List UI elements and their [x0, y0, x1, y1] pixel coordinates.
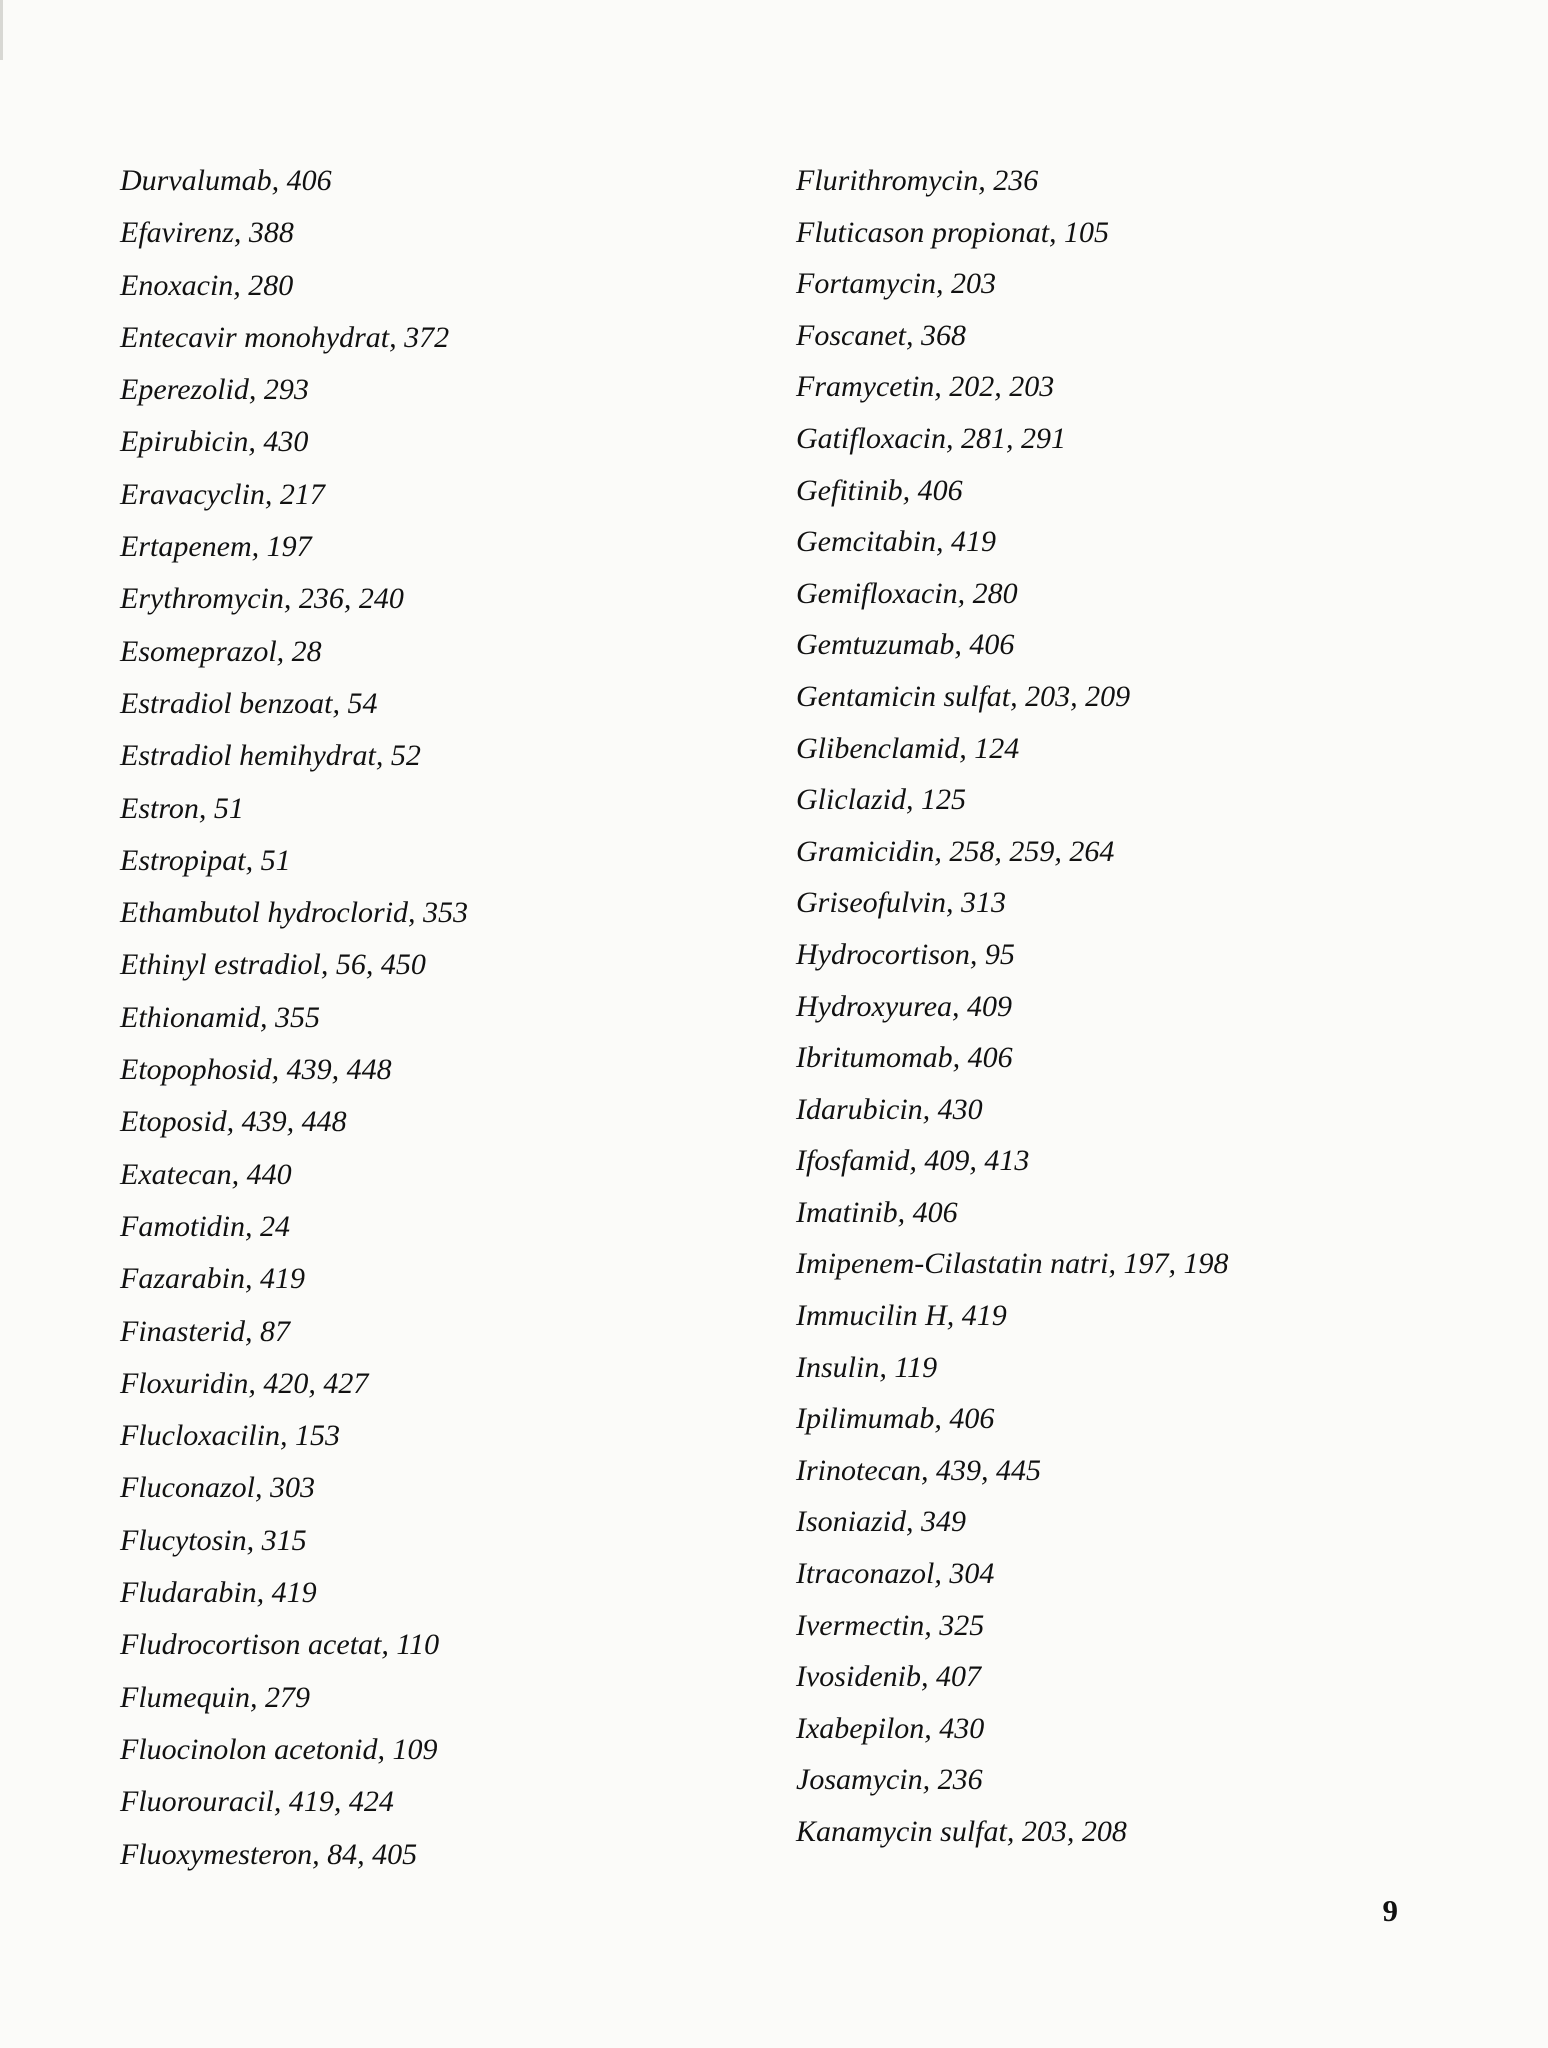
index-entry: Fludrocortison acetat, 110 [120, 1628, 440, 1662]
index-entry: Gliclazid, 125 [796, 783, 966, 817]
index-entry: Imipenem-Cilastatin natri, 197, 198 [796, 1247, 1229, 1281]
index-entry: Griseofulvin, 313 [796, 886, 1006, 920]
index-entry: Estropipat, 51 [120, 843, 291, 877]
index-entry: Ifosfamid, 409, 413 [796, 1144, 1030, 1178]
index-entry: Ethambutol hydroclorid, 353 [120, 896, 469, 930]
index-entry: Etopophosid, 439, 448 [120, 1053, 392, 1087]
index-entry: Esomeprazol, 28 [120, 634, 322, 668]
index-column-right [796, 155, 1496, 1858]
index-entry: Fluconazol, 303 [120, 1471, 315, 1505]
index-entry: Ivosidenib, 407 [796, 1660, 981, 1694]
page-edge-mark [0, 0, 3, 60]
index-entry: Itraconazol, 304 [796, 1557, 995, 1591]
index-entry: Ivermectin, 325 [796, 1608, 985, 1642]
index-entry: Fluocinolon acetonid, 109 [120, 1732, 438, 1766]
index-entry: Exatecan, 440 [120, 1157, 292, 1191]
index-entry: Gemtuzumab, 406 [796, 628, 1015, 662]
index-entry: Ipilimumab, 406 [796, 1402, 995, 1436]
index-entry: Entecavir monohydrat, 372 [120, 320, 450, 354]
index-entry: Irinotecan, 439, 445 [796, 1453, 1041, 1487]
index-entry: Durvalumab, 406 [120, 164, 332, 197]
index-entry: Framycetin, 202, 203 [796, 370, 1055, 404]
index-entry: Eravacyclin, 217 [120, 477, 325, 511]
index-entry: Eperezolid, 293 [120, 373, 309, 407]
index-entry: Fluoxymesteron, 84, 405 [120, 1837, 418, 1871]
index-entry: Gefitinib, 406 [796, 473, 963, 507]
index-entry: Estradiol hemihydrat, 52 [120, 739, 421, 773]
index-entry: Gramicidin, 258, 259, 264 [796, 834, 1115, 868]
index-entry: Kanamycin sulfat, 203, 208 [796, 1815, 1127, 1848]
index-entry: Flurithromycin, 236 [796, 164, 1039, 197]
index-entry: Ibritumomab, 406 [796, 1041, 1013, 1075]
index-entry: Gemifloxacin, 280 [796, 576, 1018, 610]
index-entry: Ethionamid, 355 [120, 1000, 320, 1034]
index-entry: Famotidin, 24 [120, 1209, 290, 1243]
index-entry: Fluticason propionat, 105 [796, 215, 1110, 249]
index-entry: Estron, 51 [120, 791, 244, 825]
index-entry: Imatinib, 406 [796, 1195, 958, 1229]
page-number: 9 [1382, 1893, 1398, 1928]
index-entry: Idarubicin, 430 [796, 1092, 983, 1126]
index-entry: Hydrocortison, 95 [796, 937, 1015, 971]
index-entry: Ertapenem, 197 [120, 530, 312, 564]
index-entry: Insulin, 119 [796, 1350, 938, 1384]
index-column-left [120, 155, 720, 1881]
index-entry: Erythromycin, 236, 240 [120, 582, 404, 616]
index-entry: Floxuridin, 420, 427 [120, 1366, 369, 1400]
index-entry: Foscanet, 368 [796, 318, 966, 352]
index-entry: Efavirenz, 388 [120, 216, 294, 250]
index-entry: Flucloxacilin, 153 [120, 1419, 340, 1453]
index-entry: Finasterid, 87 [120, 1314, 290, 1348]
index-entry: Fluorouracil, 419, 424 [120, 1785, 394, 1819]
index-entry: Gemcitabin, 419 [796, 525, 996, 559]
index-entry: Fortamycin, 203 [796, 267, 996, 301]
index-entry: Glibenclamid, 124 [796, 731, 1020, 765]
index-entry: Flucytosin, 315 [120, 1523, 307, 1557]
index-entry: Ixabepilon, 430 [796, 1711, 985, 1745]
index-entry: Immucilin H, 419 [796, 1299, 1007, 1333]
index-entry: Epirubicin, 430 [120, 425, 309, 459]
index-entry: Hydroxyurea, 409 [796, 989, 1013, 1023]
index-entry: Josamycin, 236 [796, 1763, 983, 1797]
index-entry: Fludarabin, 419 [120, 1576, 317, 1610]
index-entry: Isoniazid, 349 [796, 1505, 967, 1539]
index-entry: Estradiol benzoat, 54 [120, 686, 378, 720]
index-entry: Gatifloxacin, 281, 291 [796, 421, 1066, 455]
index-entry: Gentamicin sulfat, 203, 209 [796, 679, 1131, 713]
index-entry: Enoxacin, 280 [120, 268, 294, 302]
index-entry: Flumequin, 279 [120, 1680, 310, 1714]
index-entry: Ethinyl estradiol, 56, 450 [120, 948, 426, 982]
index-entry: Fazarabin, 419 [120, 1262, 306, 1296]
index-entry: Etoposid, 439, 448 [120, 1105, 347, 1139]
